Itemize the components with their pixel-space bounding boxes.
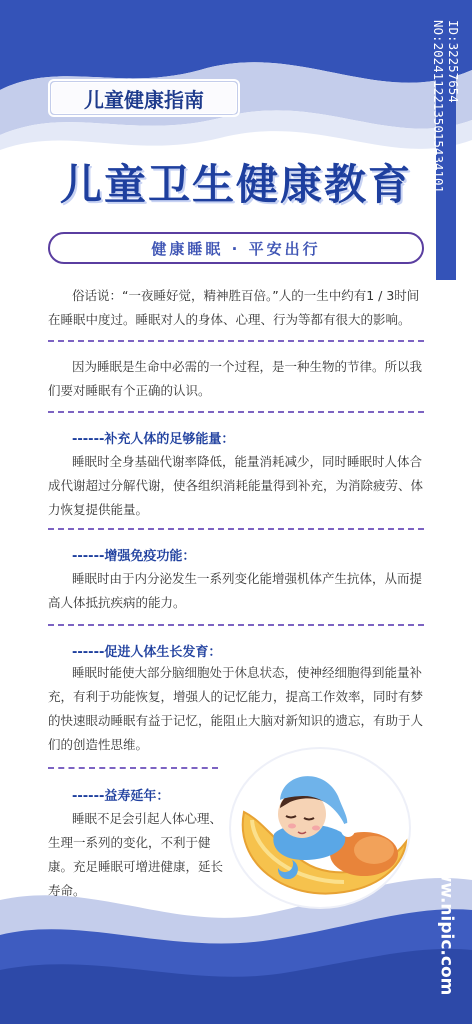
divider xyxy=(48,411,424,413)
intro-text-1: 俗话说：“一夜睡好觉，精神胜百倍。”人的一生中约有1 / 3时间在睡眠中度过。睡眠对人的身体、心理、行为等都有很大的影响。 xyxy=(48,288,420,327)
section-body-longevity xyxy=(48,807,228,903)
divider xyxy=(48,624,424,626)
site-watermark: 呢图网 www.nipic.com xyxy=(436,794,457,996)
section-text-immunity: 睡眠时由于内分泌发生一系列变化能增强机体产生抗体，从而提高人体抵抗疾病的能力。 xyxy=(48,571,423,610)
intro-paragraph-1 xyxy=(48,284,428,332)
section-heading-immunity: ------增强免疫功能： xyxy=(72,549,196,564)
section-text-longevity: 睡眠不足会引起人体心理、生理一系列的变化，不利于健康。充足睡眠可增进健康，延长寿命。 xyxy=(48,811,224,898)
subtitle-banner xyxy=(48,232,424,264)
section-text-energy: 睡眠时全身基础代谢率降低，能量消耗减少，同时睡眠时人体合成代谢超过分解代谢，使各组织消耗能量得到补充，为消除疲劳、体力恢复提供能量。 xyxy=(48,454,424,517)
section-body-immunity xyxy=(48,567,428,615)
section-heading-longevity: ------益寿延年： xyxy=(72,789,170,804)
section-body-energy xyxy=(48,450,428,522)
guide-tag-label: 儿童健康指南 xyxy=(51,82,237,114)
intro-paragraph-2 xyxy=(48,355,428,403)
page-title: 儿童卫生健康教育 xyxy=(59,160,412,209)
intro-text-2: 因为睡眠是生命中必需的一个过程，是一种生物的节律。所以我们要对睡眠有个正确的认识。 xyxy=(48,359,423,398)
divider xyxy=(48,767,218,769)
section-text-growth: 睡眠时能使大部分脑细胞处于休息状态，使神经细胞得到能量补充，有利于功能恢复，增强人的记忆能力，提高工作效率，同时有梦的快速眼动睡眠有益于记忆，能阻止大脑对新知识的遗忘，有助于人们的创造性思维。 xyxy=(48,665,424,752)
subtitle-label: 健康睡眠 · 平安出行 xyxy=(151,239,321,258)
sleeping-child-moon-illustration xyxy=(224,742,412,910)
divider xyxy=(48,528,424,530)
section-heading-energy: ------补充人体的足够能量： xyxy=(72,432,235,447)
divider xyxy=(48,340,424,342)
guide-tag xyxy=(48,79,240,117)
section-heading-growth: ------促进人体生长发育： xyxy=(72,645,222,660)
image-id-strip: ID:32257654 NO:20241122135015434101 xyxy=(436,20,456,280)
